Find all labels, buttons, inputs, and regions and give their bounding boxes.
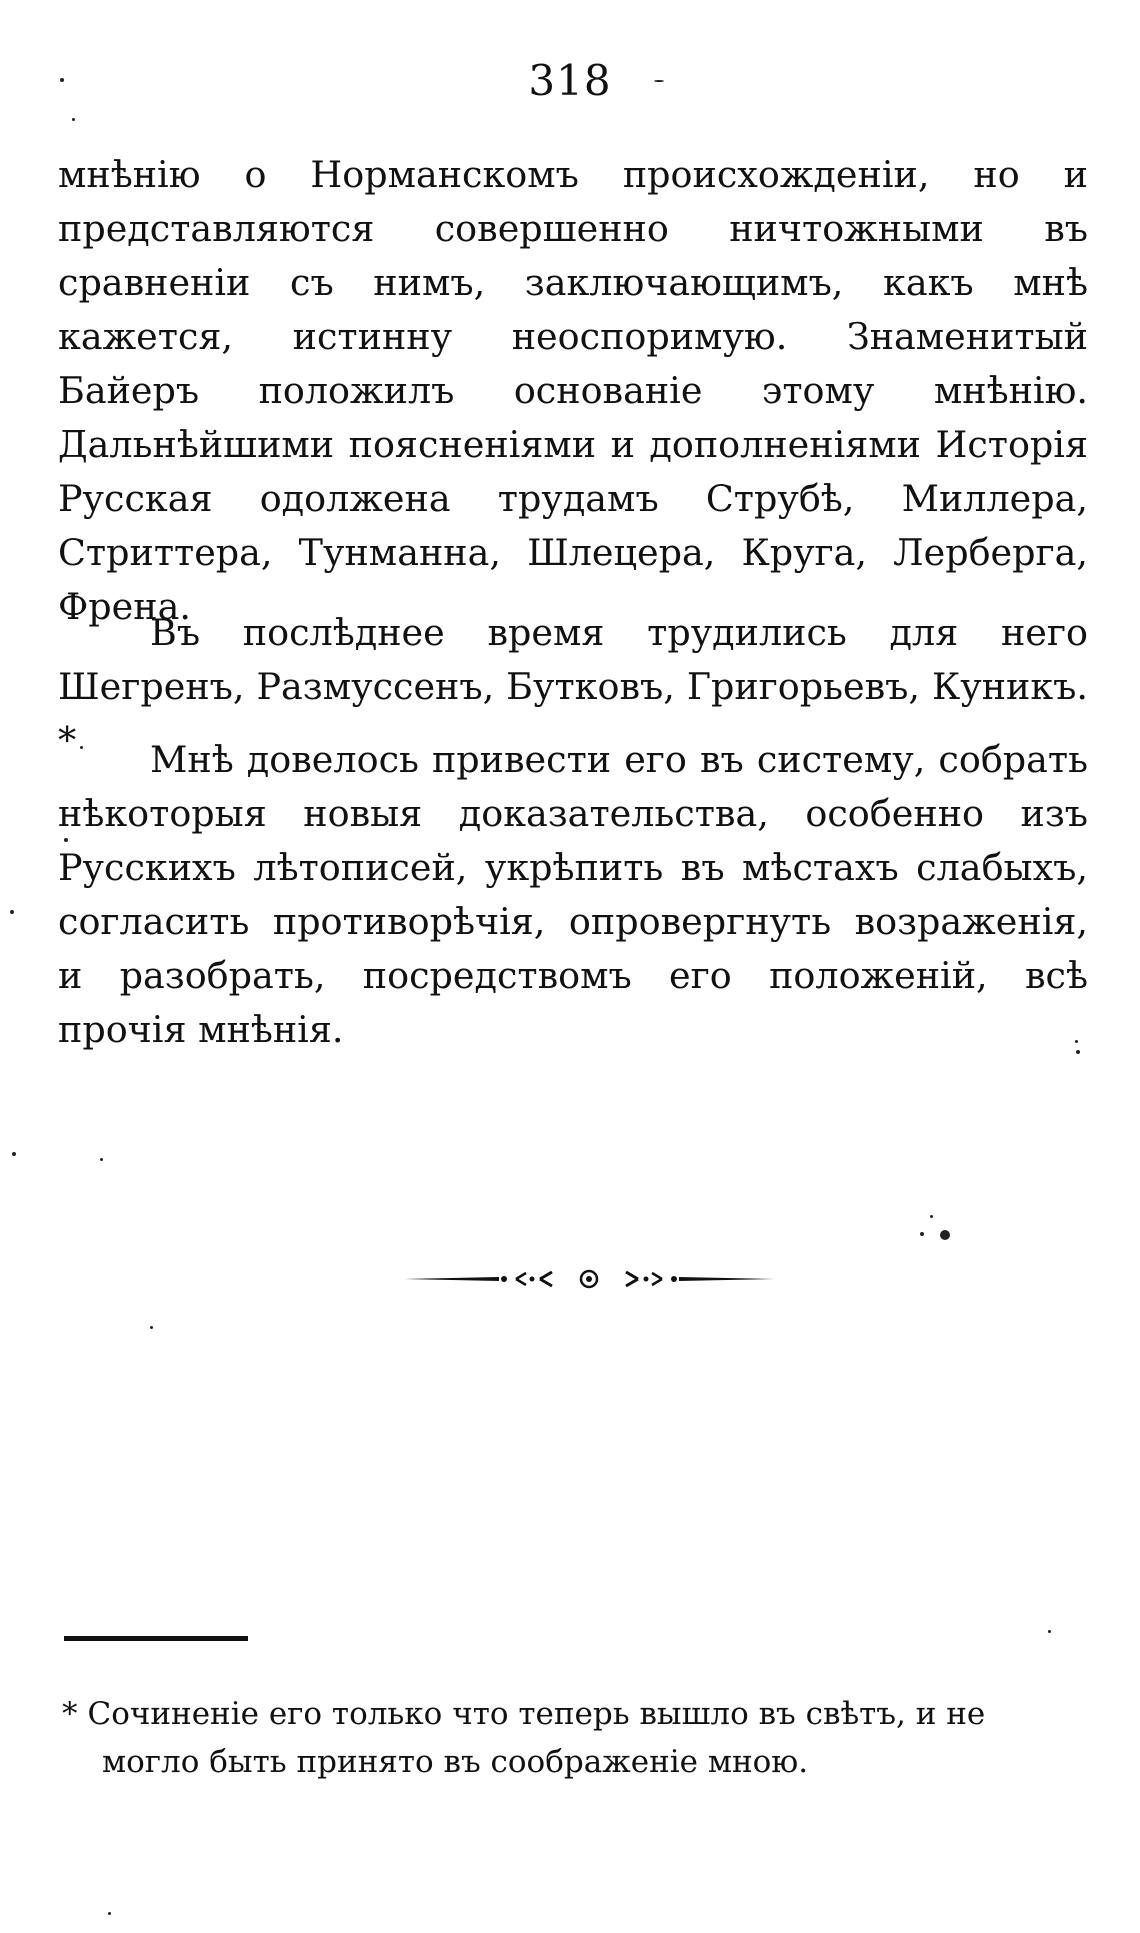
scan-speck — [12, 1152, 16, 1156]
paragraph-3-text: Мнѣ довелось привести его въ систему, собрать нѣкоторыя новыя доказательства, особенно изъ Русскихъ лѣтописей, укрѣпить въ мѣстахъ слабыхъ, согласить противорѣчія, опровергнуть возраженія, и разобрать, посредствомъ его положеній, всѣ прочія мнѣнія. — [58, 738, 1088, 1051]
scan-speck — [1048, 1630, 1051, 1633]
scan-speck — [654, 80, 664, 82]
footnote-marker: * — [62, 1696, 78, 1732]
scan-speck — [108, 1912, 111, 1915]
scan-speck — [80, 746, 83, 749]
paragraph-3 — [58, 733, 1088, 1071]
page-number: 318 — [528, 56, 612, 105]
paragraph-2-text: Въ послѣднее время трудились для него Шегренъ, Размуссенъ, Бутковъ, Григорьевъ, Куникъ. * — [58, 611, 1088, 762]
scan-speck — [60, 78, 64, 82]
footnote-separator — [64, 1636, 248, 1641]
footnote-text-line-1: Сочиненіе его только что теперь вышло въ свѣтъ, и не — [87, 1696, 986, 1732]
scan-speck — [10, 910, 14, 914]
ornament-divider — [404, 1268, 774, 1290]
paragraph-1 — [58, 148, 1088, 648]
scan-speck — [1075, 1040, 1078, 1043]
footnote-line-2: могло быть принято въ соображеніе мною. — [102, 1744, 809, 1780]
scan-speck — [1076, 1050, 1080, 1054]
scan-speck — [940, 1230, 950, 1240]
footnote — [62, 1690, 1092, 1786]
scan-speck — [920, 1232, 924, 1236]
footnote-line-1 — [62, 1690, 1092, 1738]
paragraph-1-text: мнѣнію о Норманскомъ происхожденіи, но и представляются совершенно ничтожными въ сравненіи съ нимъ, заключающимъ, какъ мнѣ кажется, истинну неоспоримую. Знаменитый Байеръ положилъ основаніе этому мнѣнію. Дальнѣйшими поясненіями и дополненіями Исторія Русская одолжена трудамъ Струбѣ, Миллера, Стриттера, Тунманна, Шлецера, Круга, Лерберга, Френа. — [58, 153, 1088, 628]
scan-speck — [72, 118, 75, 121]
scan-speck — [100, 1158, 103, 1161]
scan-speck — [64, 838, 68, 842]
scan-speck — [150, 1326, 153, 1329]
scan-speck — [930, 1215, 933, 1218]
